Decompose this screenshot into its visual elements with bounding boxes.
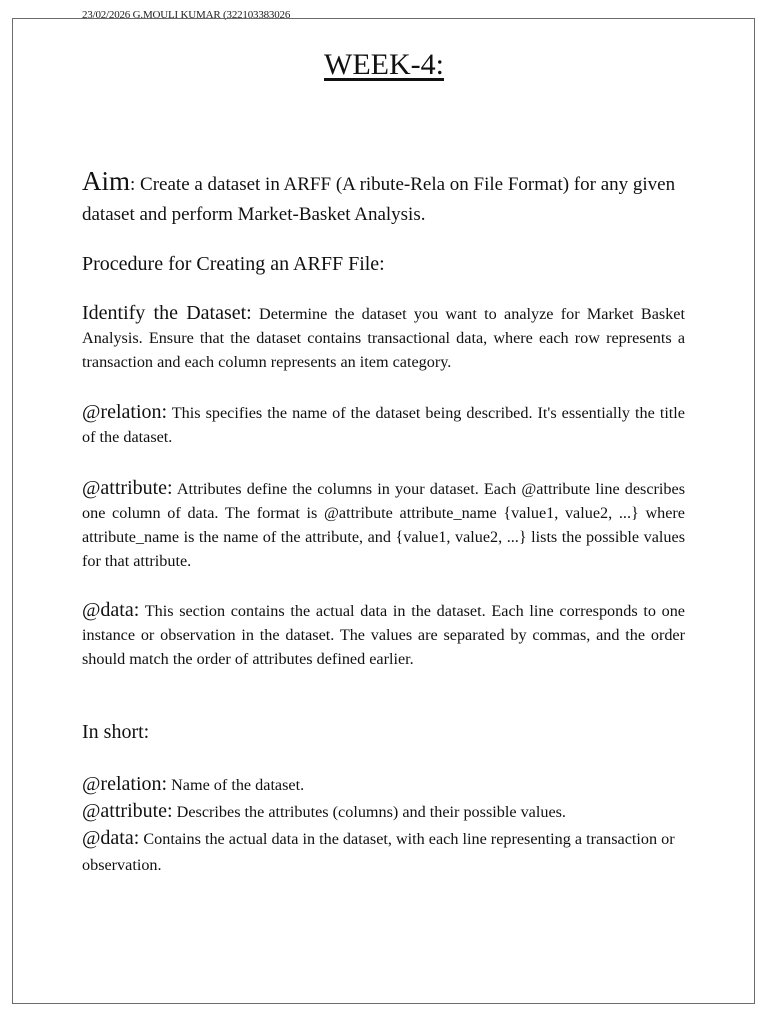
section-text: This section contains the actual data in the dataset. Each line corresponds to one instance or observation in the dataset. The values are separated by commas, and the order should match the order of attributes defined earlier. <box>82 602 685 668</box>
summary-item-data <box>82 825 685 878</box>
procedure-heading: Procedure for Creating an ARFF File: <box>82 253 385 275</box>
section-identify-dataset <box>82 301 685 374</box>
section-text: Determine the dataset you want to analyze for Market Basket Analysis. Ensure that the dataset contains transactional data, where each row represents a transaction and each column represents an item category. <box>82 305 685 371</box>
page-title: WEEK-4: <box>324 48 444 81</box>
section-term: @attribute: <box>82 477 173 499</box>
summary-term: @relation: <box>82 773 168 795</box>
section-text: This specifies the name of the dataset being described. It's essentially the title of the dataset. <box>82 404 685 446</box>
summary-list <box>82 771 685 878</box>
section-term: @relation: <box>82 401 168 423</box>
in-short-heading: In short: <box>82 721 150 743</box>
section-relation <box>82 400 685 449</box>
aim-text: : Create a dataset in ARFF (A ribute-Rela on File Format) for any given dataset and perform Market-Basket Analysis. <box>82 174 676 225</box>
header-stamp: 23/02/2026 G.MOULI KUMAR (322103383026 <box>82 9 291 21</box>
section-term: Identify the Dataset: <box>82 302 252 324</box>
section-data <box>82 598 685 671</box>
aim-paragraph <box>82 166 685 230</box>
summary-text: Name of the dataset. <box>167 776 305 794</box>
summary-text: Contains the actual data in the dataset, with each line representing a transaction or observation. <box>82 830 675 874</box>
summary-term: @attribute: <box>82 800 173 822</box>
section-text: Attributes define the columns in your dataset. Each @attribute line describes one column of data. The format is @attribute attribute_name {value1, value2, ...} where attribute_name is the name of the attribute, and {value1, value2, ...} lists the possible values for that attribute. <box>82 480 685 570</box>
aim-label: Aim <box>82 166 131 196</box>
section-attribute <box>82 476 685 573</box>
summary-item-relation <box>82 771 685 798</box>
section-term: @data: <box>82 599 140 621</box>
summary-item-attribute <box>82 798 685 825</box>
summary-term: @data: <box>82 827 140 849</box>
summary-text: Describes the attributes (columns) and their possible values. <box>172 803 566 821</box>
